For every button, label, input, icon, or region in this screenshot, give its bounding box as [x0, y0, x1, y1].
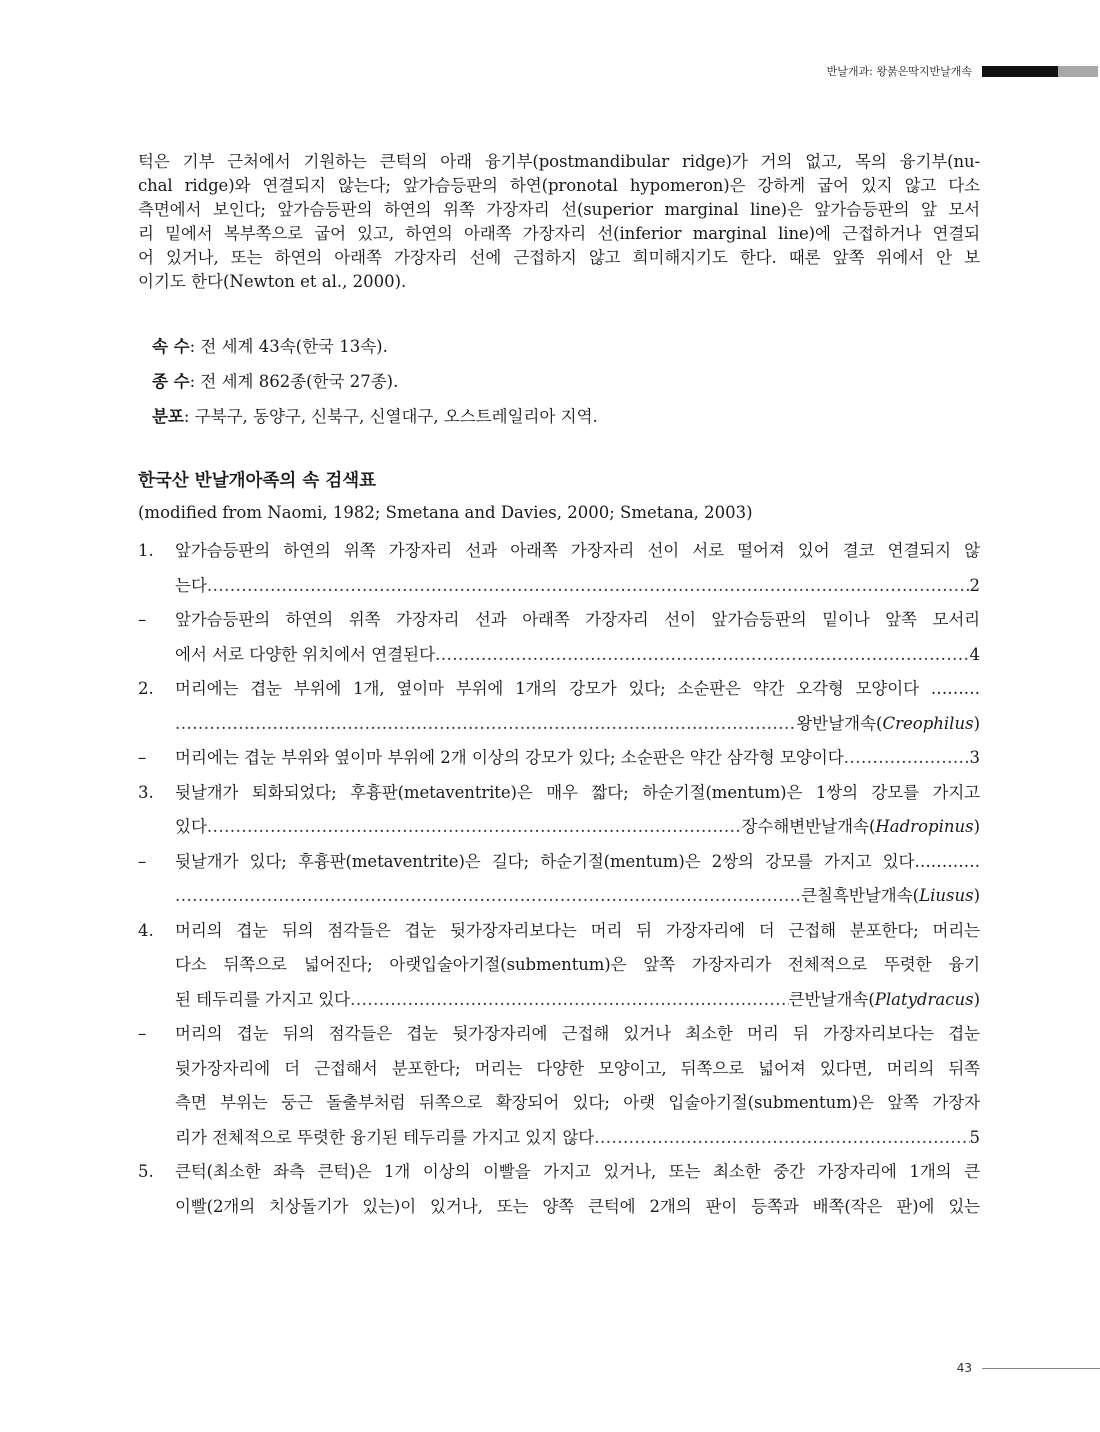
footer-rule — [982, 1368, 1100, 1369]
key-leader-line: 리가 전체적으로 뚜렷한 융기된 테두리를 가지고 있지 않다 ..... 5 — [175, 1121, 980, 1156]
page-footer — [957, 1361, 1100, 1375]
key-line: 앞가슴등판의 하연의 위쪽 가장자리 선과 아래쪽 가장자리 선이 서로 떨어져 있어 결코 연결되지 않 — [175, 541, 980, 560]
intro-line: 이기도 한다(Newton et al., 2000). — [138, 272, 407, 291]
key-leader-line: 는다 ..... 2 — [175, 569, 980, 604]
key-marker: – — [138, 748, 147, 767]
dot-leader — [207, 569, 970, 604]
key-line: 앞가슴등판의 하연의 위쪽 가장자리 선과 아래쪽 가장자리 선이 앞가슴등판의 밑이나 앞쪽 모서리 — [175, 610, 980, 629]
key-line: 큰턱(최소한 좌측 큰턱)은 1개 이상의 이빨을 가지고 있거나, 또는 최소한 중간 가장자리에 1개의 큰 — [175, 1162, 980, 1181]
key-subtitle: (modified from Naomi, 1982; Smetana and Davies, 2000; Smetana, 2003) — [138, 503, 753, 522]
dot-leader — [207, 810, 742, 845]
intro-line: 어 있거나, 또는 하연의 아래쪽 가장자리 선에 근접하지 않고 희미해지기도 한다. 때론 앞쪽 위에서 안 보 — [138, 248, 980, 267]
genus-name: Liusus — [919, 886, 974, 905]
key-result: 왕반날개속(Creophilus) — [796, 713, 980, 733]
intro-line: 리 밑에서 복부쪽으로 굽어 있고, 하연의 아래쪽 가장자리 선(inferior marginal line)에 근접하거나 연결되 — [138, 224, 980, 243]
dot-leader — [350, 983, 789, 1018]
intro-line: chal ridge)와 연결되지 않는다; 앞가슴등판의 하연(pronotal hypomeron)은 강하게 굽어 있지 않고 다소 — [138, 176, 980, 195]
key-marker: 5. — [138, 1162, 154, 1181]
genus-name: Hadropinus — [875, 817, 974, 836]
key-entry — [138, 776, 980, 845]
header-bar-grey — [1058, 66, 1098, 77]
key-entry — [138, 845, 980, 914]
key-result: 4 — [969, 644, 980, 664]
identification-key — [138, 534, 980, 1224]
key-result: 큰반날개속(Platydracus) — [788, 989, 980, 1009]
key-entry — [138, 672, 980, 741]
intro-paragraph — [138, 148, 980, 292]
header-bar-dark — [982, 66, 1058, 77]
page-content — [138, 148, 980, 1224]
key-entry — [138, 603, 980, 672]
intro-line: 턱은 기부 근처에서 기원하는 큰턱의 아래 융기부(postmandibular ridge)가 거의 없고, 목의 융기부(nu- — [138, 152, 980, 171]
dot-leader — [175, 879, 801, 914]
key-marker: 2. — [138, 679, 154, 698]
genus-count: 속 수: 전 세계 43속(한국 13속). — [152, 337, 388, 356]
key-line: 뒷가장자리에 더 근접해서 분포한다; 머리는 다양한 모양이고, 뒤쪽으로 넓어져 있다면, 머리의 뒤쪽 — [175, 1058, 980, 1078]
key-result: 큰칠흑반날개속(Liusus) — [801, 886, 980, 905]
taxon-facts — [138, 329, 980, 434]
key-leader-line: 머리에는 겹눈 부위와 옆이마 부위에 2개 이상의 강모가 있다; 소순판은 약간 삼각형 모양이다 ..... 3 — [175, 741, 980, 776]
key-leader-line — [175, 707, 980, 742]
running-title: 반날개과: 왕붉은딱지반날개속 — [826, 65, 972, 78]
intro-line: 측면에서 보인다; 앞가슴등판의 하연의 위쪽 가장자리 선(superior marginal line)은 앞가슴등판의 앞 모서 — [138, 200, 980, 219]
key-result: 5 — [969, 1127, 980, 1147]
key-line: 측면 부위는 둥근 돌출부처럼 뒤쪽으로 확장되어 있다; 아랫 입술아기절(submentum)은 앞쪽 가장자 — [175, 1093, 980, 1112]
key-result: 장수해변반날개속(Hadropinus) — [741, 817, 980, 836]
key-line: 다소 뒤쪽으로 넓어진다; 아랫입술아기절(submentum)은 앞쪽 가장자리가 전체적으로 뚜렷한 융기 — [175, 955, 980, 974]
key-marker: – — [138, 1024, 147, 1043]
key-entry — [138, 914, 980, 1018]
key-entry — [138, 741, 980, 776]
dot-leader — [594, 1121, 969, 1156]
key-marker: – — [138, 610, 147, 629]
genus-name: Creophilus — [882, 713, 974, 733]
key-line: 머리에는 겹눈 부위에 1개, 옆이마 부위에 1개의 강모가 있다; 소순판은 약간 오각형 모양이다 ……… — [175, 679, 980, 698]
key-marker: 4. — [138, 920, 154, 940]
key-result: 2 — [969, 575, 980, 595]
running-header — [827, 63, 1100, 79]
distribution: 분포: 구북구, 동양구, 신북구, 신열대구, 오스트레일리아 지역. — [152, 407, 598, 426]
page-number: 43 — [956, 1361, 972, 1375]
key-leader-line: 된 테두리를 가지고 있다 ..... 큰반날개속(Platydracus) — [175, 983, 980, 1018]
key-marker: 1. — [138, 541, 154, 560]
key-title: 한국산 반날개아족의 속 검색표 — [138, 471, 377, 491]
key-result: 3 — [969, 748, 980, 767]
genus-name: Platydracus — [874, 989, 974, 1009]
key-line: 뒷날개가 있다; 후흉판(metaventrite)은 길다; 하순기절(mentum)은 2쌍의 강모를 가지고 있다………… — [175, 851, 980, 871]
key-leader-line — [175, 879, 980, 914]
key-marker: – — [138, 851, 147, 871]
key-entry — [138, 1017, 980, 1155]
key-entry — [138, 534, 980, 603]
dot-leader — [175, 707, 796, 742]
key-line: 뒷날개가 퇴화되었다; 후흉판(metaventrite)은 매우 짧다; 하순기절(mentum)은 1쌍의 강모를 가지고 — [175, 782, 980, 802]
dot-leader — [435, 638, 969, 673]
key-line: 머리의 겹눈 뒤의 점각들은 겹눈 뒷가장자리보다는 머리 뒤 가장자리에 더 근접해 분포한다; 머리는 — [175, 920, 980, 940]
key-line: 이빨(2개의 치상돌기가 있는)이 있거나, 또는 양쪽 큰턱에 2개의 판이 등쪽과 배쪽(작은 판)에 있는 — [175, 1196, 980, 1216]
dot-leader — [844, 741, 970, 776]
key-leader-line: 있다 ..... 장수해변반날개속(Hadropinus) — [175, 810, 980, 845]
key-marker: 3. — [138, 782, 154, 802]
key-entry — [138, 1155, 980, 1224]
key-leader-line: 에서 서로 다양한 위치에서 연결된다 ..... 4 — [175, 638, 980, 673]
species-count: 종 수: 전 세계 862종(한국 27종). — [152, 372, 399, 391]
key-line: 머리의 겹눈 뒤의 점각들은 겹눈 뒷가장자리에 근접해 있거나 최소한 머리 뒤 가장자리보다는 겹눈 — [175, 1024, 980, 1043]
